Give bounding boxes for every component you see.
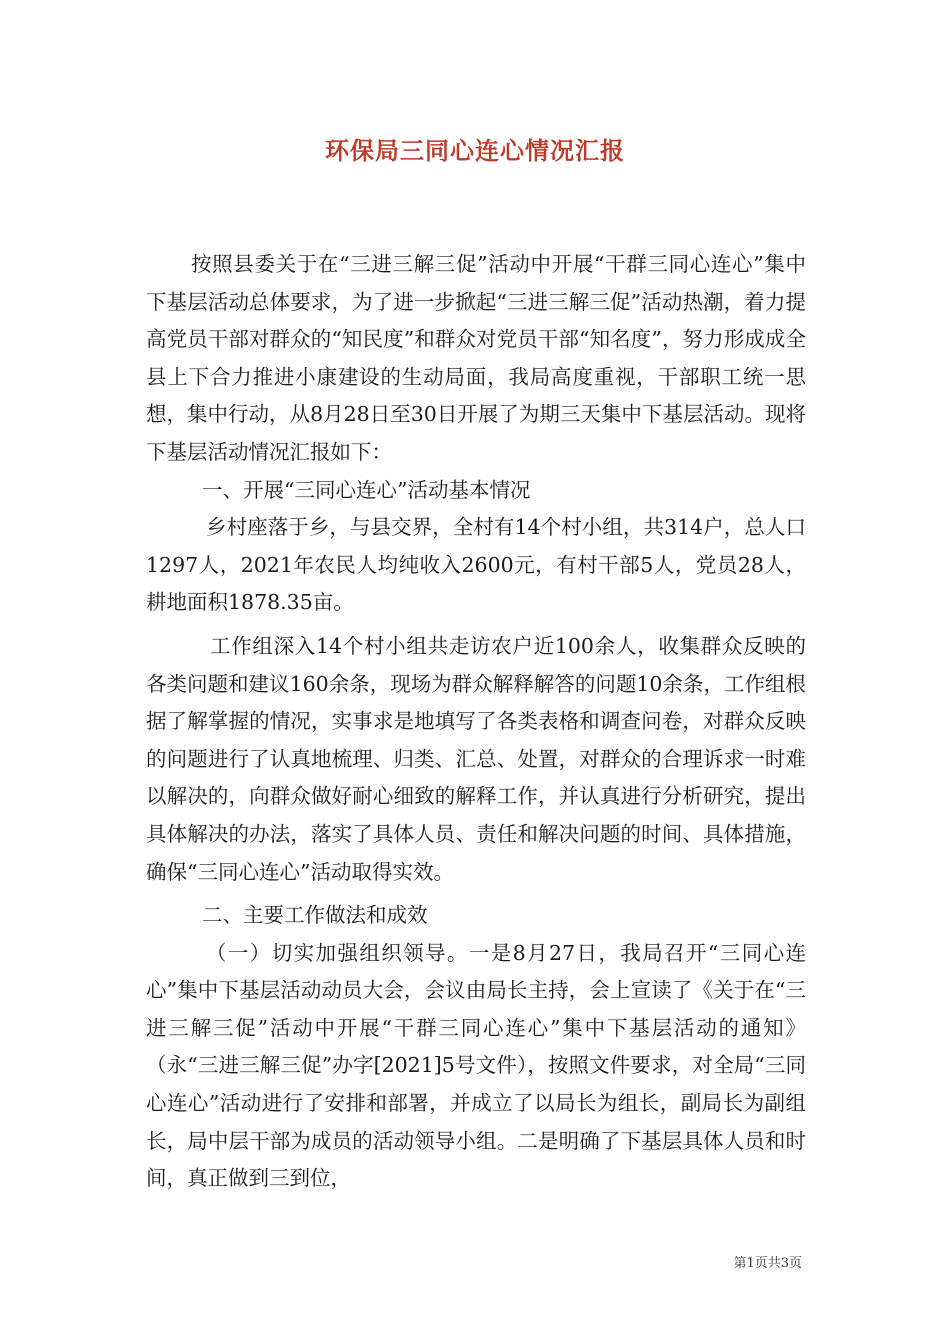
section-heading-1: 一、开展“三同心连心”活动基本情况 [202,477,531,502]
section-heading-2: 二、主要工作做法和成效 [202,903,428,928]
paragraph-organization: （一）切实加强组织领导。一是8月27日，我局召开“三同心连心”集中下基层活动动员大会，会议由局长主持，会上宣读了《关于在“三进三解三促”活动中开展“干群三同心连心”集中下基层活动的通知》（永“三进三解三促”办字[2021]5号文件），按照文件要求，对全局“三同心连心”活动进行了安排和部署，并成立了以局长为组长，副局长为副组长，局中层干部为成员的活动领导小组。二是明确了下基层具体人员和时间，真正做到三到位， [146,940,806,1191]
paragraph-intro: 按照县委关于在“三进三解三促”活动中开展“干群三同心连心”集中下基层活动总体要求，为了进一步掀起“三进三解三促”活动热潮，着力提高党员干部对群众的“知民度”和群众对党员干部“知名度”，努力形成成全县上下合力推进小康建设的生动局面，我局高度重视，干部职工统一思想，集中行动，从8月28日至30日开展了为期三天集中下基层活动。现将下基层活动情况汇报如下： [146,252,806,464]
paragraph-work-group: 工作组深入14个村小组共走访农户近100余人，收集群众反映的各类问题和建议160余条，现场为群众解释解答的问题10余条，工作组根据了解掌握的情况，实事求是地填写了各类表格和调查问卷，对群众反映的问题进行了认真地梳理、归类、汇总、处置，对群众的合理诉求一时难以解决的，向群众做好耐心细致的解释工作，并认真进行分析研究，提出具体解决的办法，落实了具体人员、责任和解决问题的时间、具体措施，确保“三同心连心”活动取得实效。 [146,633,806,884]
page-number: 第1页共3页 [733,1256,802,1271]
document-title: 环保局三同心连心情况汇报 [325,136,625,165]
document-body [146,246,806,1198]
paragraph-village-info: 乡村座落于乡，与县交界，全村有14个村小组，共314户，总人口1297人，2021年农民人均纯收入2600元，有村干部5人，党员28人，耕地面积1878.35亩。 [146,515,806,615]
